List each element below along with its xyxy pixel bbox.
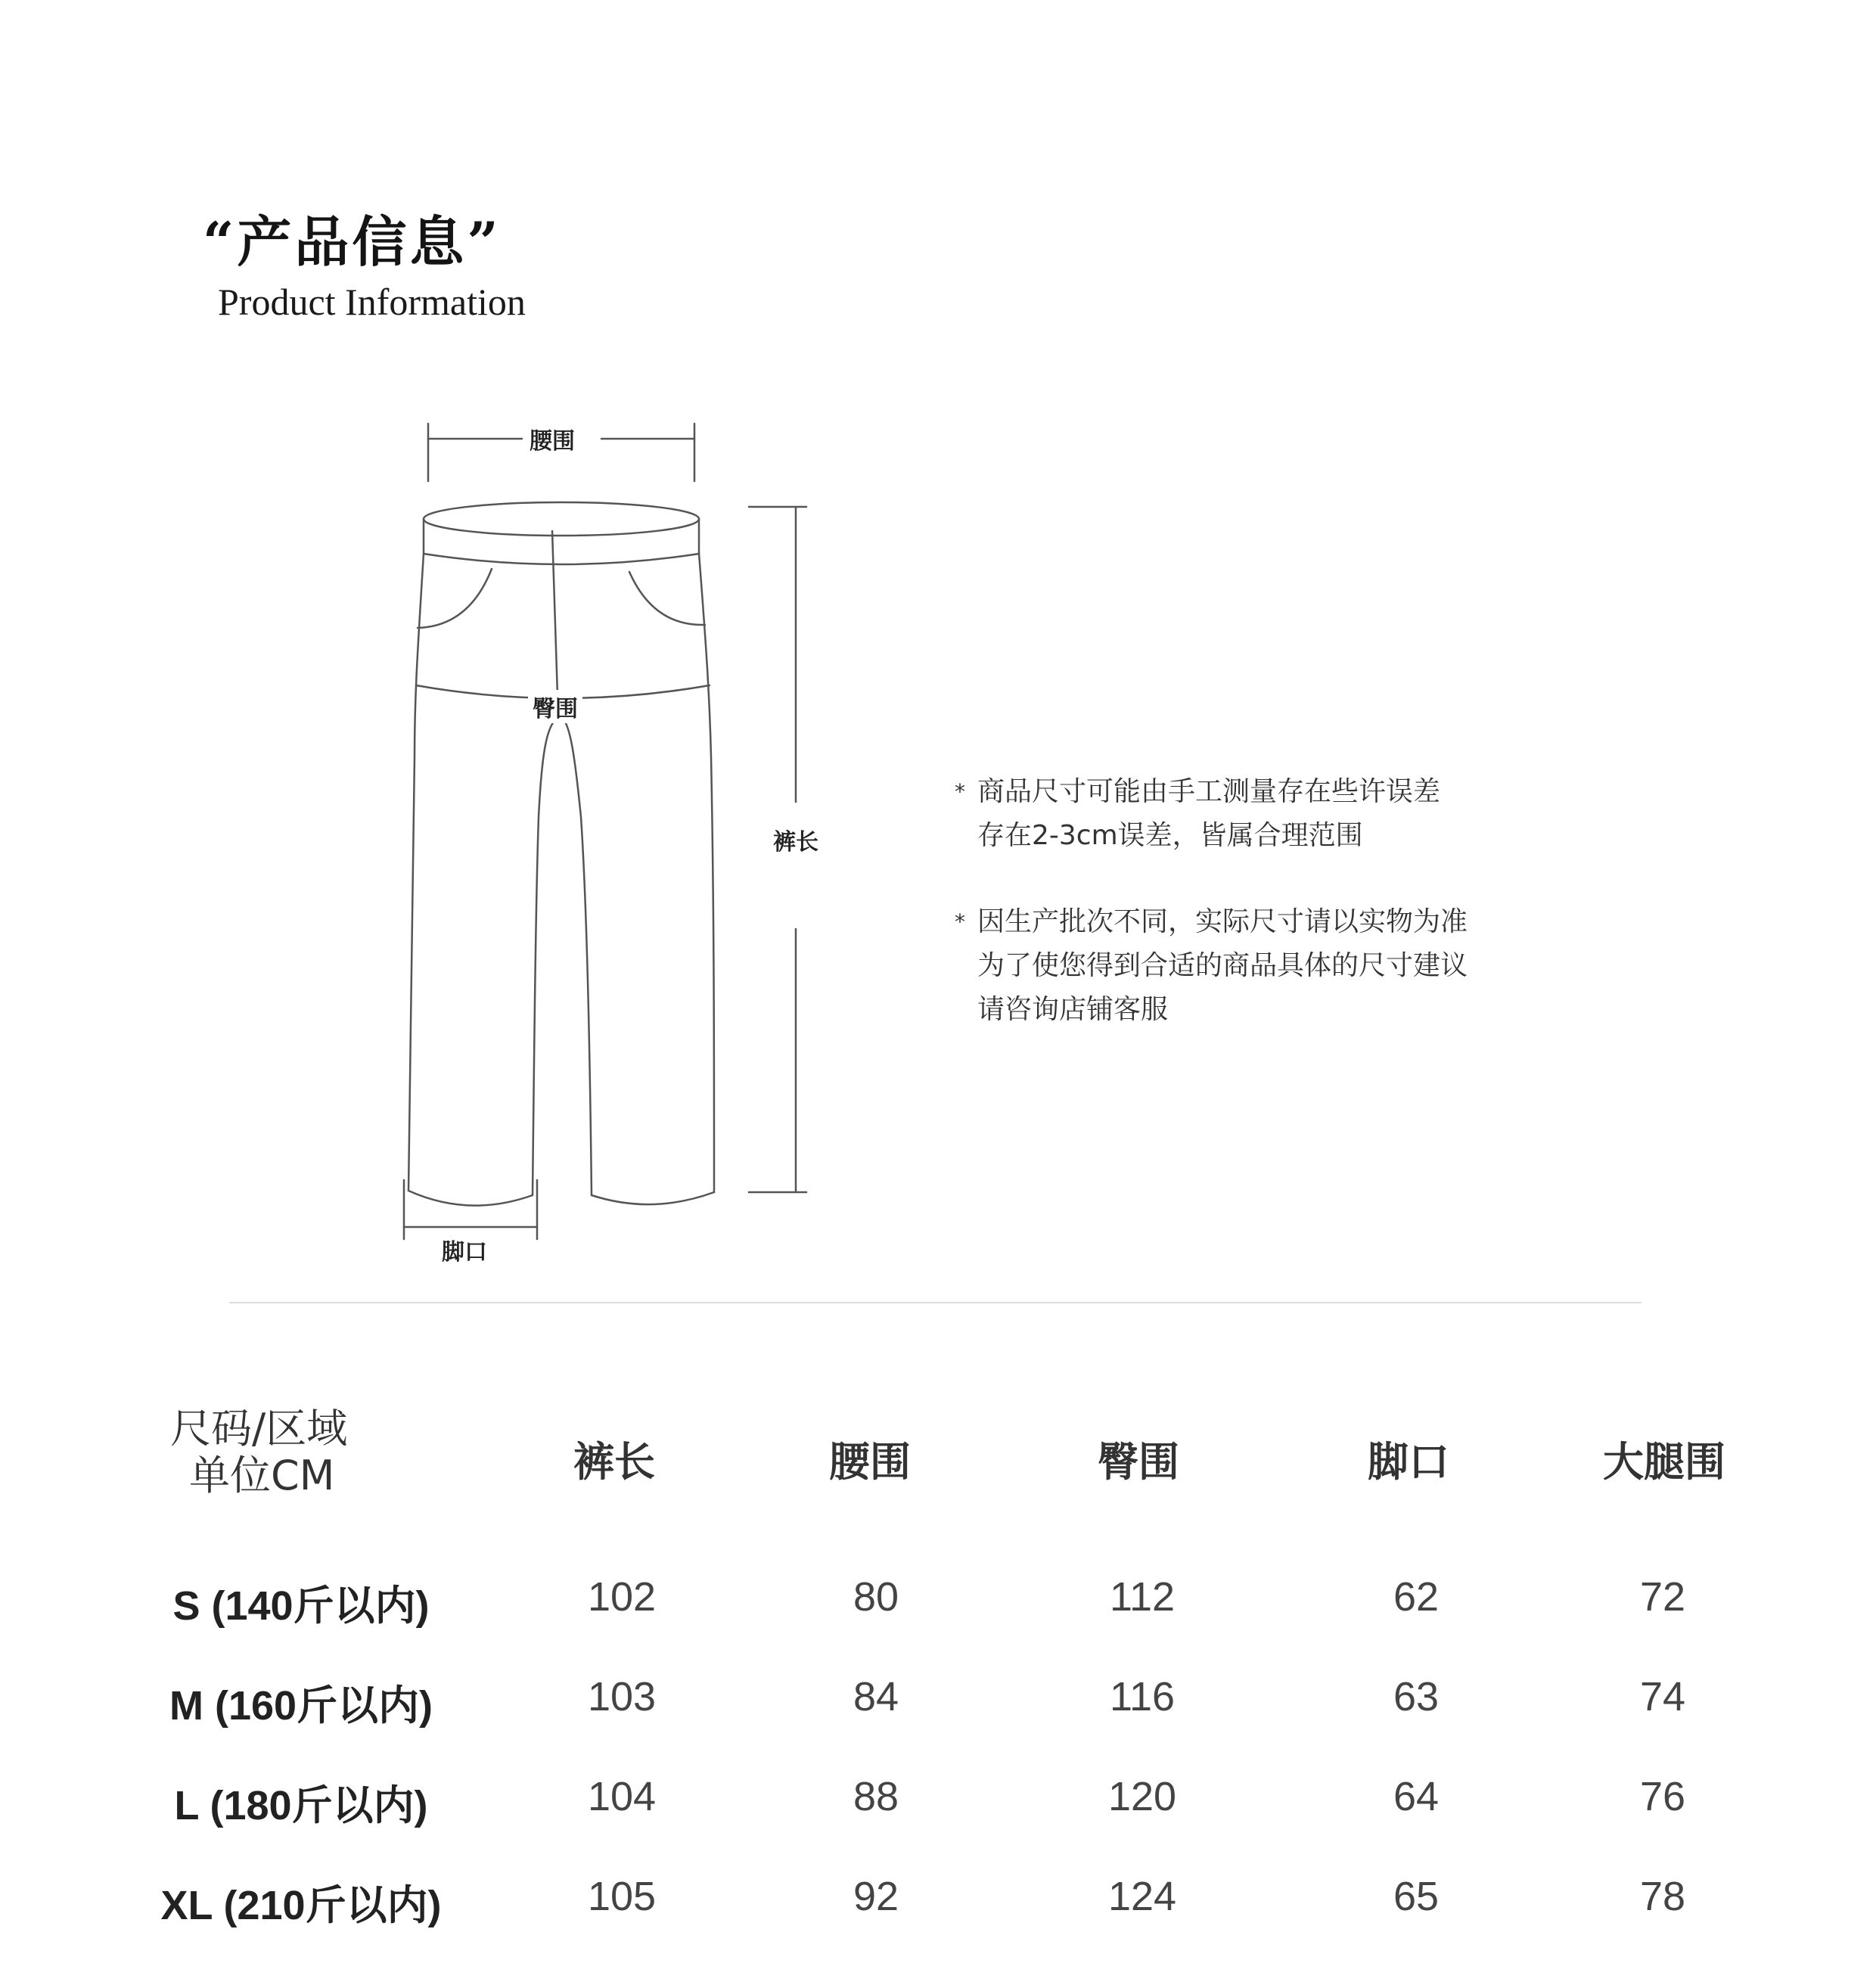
page-title: “产品信息”	[203, 210, 502, 274]
table-cell: 88	[853, 1774, 899, 1819]
table-cell: 80	[853, 1574, 899, 1620]
waist-label: 腰围	[525, 422, 579, 455]
hem-label: 脚口	[437, 1233, 492, 1266]
header-hem: 脚口	[1368, 1438, 1449, 1486]
table-cell: 65	[1393, 1874, 1440, 1919]
table-cell: 78	[1639, 1874, 1686, 1919]
size-column-header: 尺码/区域 单位CM	[170, 1405, 348, 1499]
header-hip: 臀围	[1098, 1438, 1179, 1486]
page-subtitle: Product Information	[218, 281, 526, 323]
table-row-size: S (140斤以内)	[172, 1583, 430, 1629]
table-cell: 84	[853, 1674, 899, 1719]
note-measurement-error: * 商品尺寸可能由手工测量存在些许误差 存在2-3cm误差，皆属合理范围	[955, 770, 1635, 858]
table-cell: 92	[853, 1874, 899, 1919]
pants-waistband	[424, 502, 699, 564]
table-row-size: XL (210斤以内)	[160, 1883, 442, 1928]
table-cell: 74	[1639, 1674, 1686, 1719]
asterisk: *	[955, 779, 965, 804]
divider	[229, 1302, 1642, 1303]
length-label: 裤长	[769, 823, 823, 856]
hem-dimension-line	[404, 1180, 537, 1239]
table-cell: 124	[1107, 1874, 1177, 1919]
table-cell: 76	[1639, 1774, 1686, 1819]
asterisk: *	[955, 909, 965, 934]
table-cell: 72	[1639, 1574, 1686, 1620]
note-batch-difference: * 因生产批次不同，实际尺寸请以实物为准 为了使您得到合适的商品具体的尺寸建议 请咨询店铺客服	[955, 900, 1635, 1032]
table-cell: 105	[587, 1874, 657, 1919]
table-cell: 120	[1107, 1774, 1177, 1819]
size-notes	[955, 770, 1635, 1074]
hip-label: 臀围	[528, 690, 582, 723]
table-row-size: M (160斤以内)	[169, 1683, 433, 1729]
table-cell: 104	[587, 1774, 657, 1819]
table-cell: 103	[587, 1674, 657, 1719]
header-length: 裤长	[573, 1438, 655, 1486]
table-row-size: L (180斤以内)	[174, 1783, 428, 1828]
pants-outline	[408, 531, 714, 1206]
pants-pockets	[418, 569, 705, 628]
table-cell: 112	[1109, 1574, 1176, 1620]
header-thigh: 大腿围	[1603, 1438, 1725, 1486]
header-waist: 腰围	[829, 1438, 911, 1486]
table-cell: 63	[1393, 1674, 1440, 1719]
table-cell: 102	[587, 1574, 657, 1620]
table-cell: 62	[1393, 1574, 1440, 1620]
table-cell: 116	[1109, 1674, 1176, 1719]
table-cell: 64	[1393, 1774, 1440, 1819]
